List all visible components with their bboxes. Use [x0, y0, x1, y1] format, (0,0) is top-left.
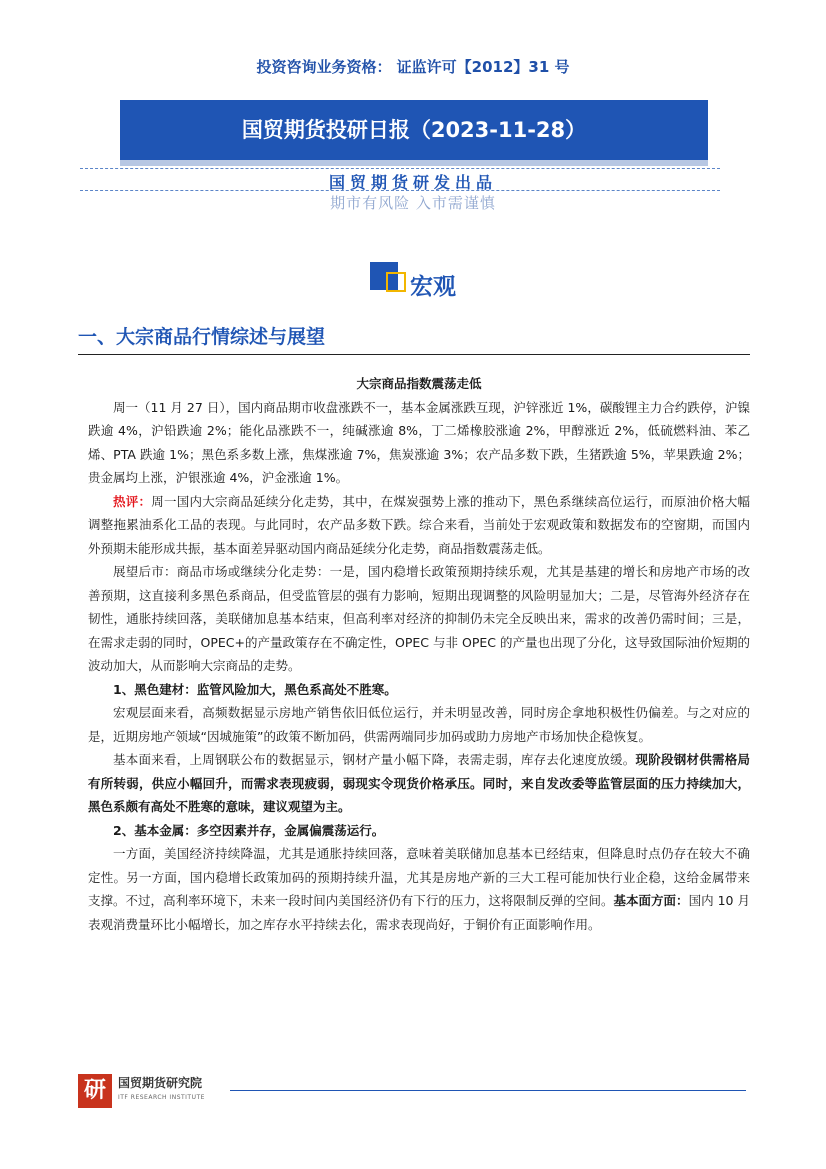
section-outline-icon [386, 272, 406, 292]
subheading-base-metals: 2、基本金属：多空因素并存，金属偏震荡运行。 [113, 822, 385, 838]
footer-org-en: ITF RESEARCH INSTITUTE [118, 1094, 205, 1101]
metals-bold-label: 基本面方面： [613, 893, 689, 908]
paragraph-macro: 宏观层面来看，高频数据显示房地产销售依旧低位运行，并未明显改善，同时房企拿地积极性仍偏差。与之对应的是，近期房地产领域“因城施策”的政策不断加码，供需两端同步加码或助力房地产市场加快企稳恢复。 [88, 705, 750, 744]
slogan-main: 国贸期货研发出品 [328, 173, 497, 192]
section-title: 宏观 [410, 274, 456, 300]
metals-tail-text: 国内 10 月表观消费量环比小幅增长，加之库存水平持续去化，需求表现尚好，于铜价有正面影响作用。 [88, 893, 750, 932]
hot-comment-text: 周一国内大宗商品延续分化走势，其中，在煤炭强势上涨的推动下，黑色系继续高位运行，而原油价格大幅调整拖累油系化工品的表现。与此同时，农产品多数下跌。综合来看，当前处于宏观政策和数据发布的空窗期，而国内外预期未能形成共振，基本面差异驱动国内商品延续分化走势，商品指数震荡走低。 [88, 493, 750, 556]
research-logo-icon: 研 [78, 1074, 112, 1108]
license-line: 投资咨询业务资格： 证监许可【2012】31 号 [256, 58, 570, 76]
footer-org-name: 国贸期货研究院 [118, 1076, 203, 1090]
paragraph-market-summary: 周一（11 月 27 日），国内商品期市收盘涨跌不一，基本金属涨跌互现，沪锌涨近 1%，碳酸锂主力合约跌停，沪镍跌逾 4%，沪铅跌逾 2%；能化品涨跌不一，纯碱涨逾 8%，丁二烯橡胶涨逾 2%，甲醇涨近 2%，低硫燃料油、苯乙烯、PTA 跌逾 1%；黑色系多数上涨，焦煤涨逾 7%，焦炭涨逾 3%；农产品多数下跌，生猪跌逾 5%，苹果跌逾 2%；贵金属均上涨，沪银涨逾 4%，沪金涨逾 1%。 [88, 399, 750, 485]
fundamentals-bold-text: 现阶段钢材供需格局有所转弱，供应小幅回升，而需求表现疲弱，弱现实令现货价格承压。同时，来自发改委等监管层面的压力持续加大，黑色系颇有高处不胜寒的意味，建议观望为主。 [88, 752, 750, 814]
banner-shadow [120, 160, 708, 166]
report-title-banner: 国贸期货投研日报（2023-11-28） [120, 100, 708, 160]
metals-text: 一方面，美国经济持续降温，尤其是通胀持续回落，意味着美联储加息基本已经结束，但降息时点仍存在较大不确定性。另一方面，国内稳增长政策加码的预期持续升温，尤其是房地产新的三大工程可能加快行业企稳，这给金属带来支撑。不过，高利率环境下，未来一段时间内美国经济仍有下行的压力，这将限制反弹的空间。 [88, 846, 750, 908]
paragraph-fundamentals [88, 748, 750, 819]
paragraph-outlook: 展望后市：商品市场或继续分化走势：一是，国内稳增长政策预期持续乐观，尤其是基建的增长和房地产市场的改善预期，这直接利多黑色系商品，但受监管层的强有力影响，短期出现调整的风险明显加大；二是，尽管海外经济存在韧性，通胀持续回落，美联储加息基本结束，但高利率对经济的抑制仍未完全反映出来，需求的改善仍需时间；三是，在需求走弱的同时，OPEC+的产量政策存在不确定性，OPEC 与非 OPEC 的产量也出现了分化，这导致国际油价短期的波动加大，从而影响大宗商品的走势。 [88, 564, 750, 673]
article-title: 大宗商品指数震荡走低 [356, 376, 482, 391]
slogan-divider-top [80, 168, 720, 169]
subheading-black-building: 1、黑色建材：监管风险加大，黑色系高处不胜寒。 [113, 681, 397, 697]
chapter-heading: 一、大宗商品行情综述与展望 [78, 326, 326, 348]
slogan-divider-bottom [80, 190, 720, 191]
fundamentals-text: 基本面来看，上周钢联公布的数据显示，钢材产量小幅下降，表需走弱，库存去化速度放缓。 [113, 752, 636, 767]
hot-comment-label: 热评： [113, 493, 152, 509]
paragraph-metals [88, 842, 750, 936]
slogan-sub: 期市有风险 入市需谨慎 [330, 194, 496, 212]
heading-rule [78, 354, 750, 355]
paragraph-hot-comment [88, 490, 750, 561]
footer-rule [230, 1090, 746, 1091]
article-body [88, 372, 750, 936]
